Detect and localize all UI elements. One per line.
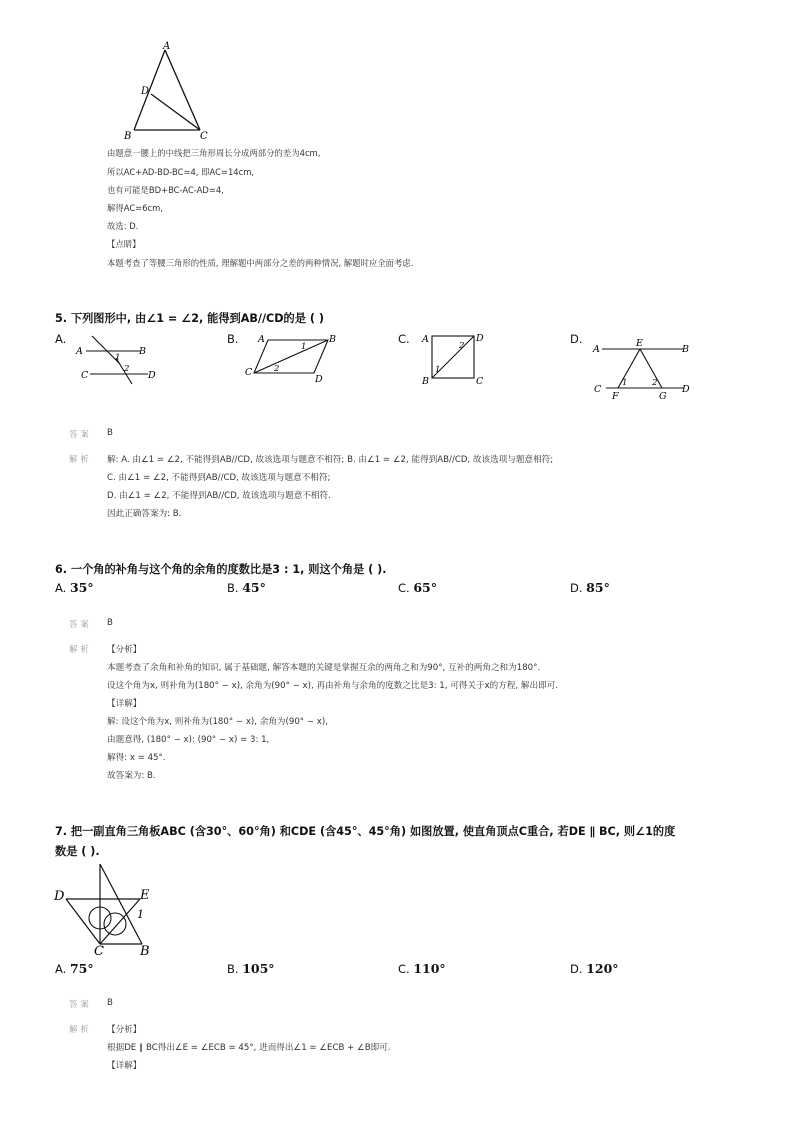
- top-line-2: 所以AC+AD-BD-BC=4, 即AC=14cm,: [107, 167, 255, 177]
- svg-text:G: G: [659, 391, 667, 402]
- q5-answer: B: [107, 428, 113, 438]
- q6-option-B[interactable]: B. 45°: [227, 580, 266, 595]
- top-line-4: 解得AC=6cm,: [107, 203, 163, 213]
- q5-option-C-letter[interactable]: C.: [398, 332, 410, 346]
- q6-analysis-8: 故答案为: B.: [107, 771, 156, 781]
- svg-text:C: C: [81, 370, 89, 381]
- q5-option-A-letter[interactable]: A.: [55, 332, 67, 346]
- q7-option-B[interactable]: B. 105°: [227, 961, 275, 976]
- q7-analysis-label: 解析: [69, 1024, 92, 1034]
- svg-text:2: 2: [459, 341, 465, 351]
- q7-analysis-3: 【详解】: [107, 1061, 142, 1071]
- q7-stem-line-1: 7. 把一副直角三角板ABC (含30°、60°角) 和CDE (含45°、45°角) 如图放置, 使直角顶点C重合, 若DE ∥ BC, 则∠1的度: [55, 825, 676, 838]
- svg-text:B: B: [140, 944, 150, 956]
- svg-text:B: B: [139, 346, 146, 357]
- q5-option-D-letter[interactable]: D.: [570, 332, 583, 346]
- q7-analysis-2: 根据DE ∥ BC得出∠E = ∠ECB = 45°, 进而得出∠1 = ∠ECB + ∠B即可.: [107, 1043, 391, 1053]
- svg-text:1: 1: [115, 353, 121, 363]
- label-B: B: [124, 131, 132, 142]
- label-C: C: [200, 131, 208, 142]
- svg-text:C: C: [476, 376, 484, 387]
- q7-figure: [52, 862, 160, 956]
- q6-answer-label: 答案: [69, 619, 92, 629]
- svg-text:E: E: [636, 338, 643, 349]
- q6-analysis-1: 【分析】: [107, 645, 142, 655]
- svg-text:1: 1: [622, 378, 628, 388]
- q6-analysis-3: 设这个角为x, 则补角为(180° − x), 余角为(90° − x), 再由补角与余角的度数之比是3: 1, 可得关于x的方程, 解出即可.: [107, 681, 559, 691]
- q6-stem: 6. 一个角的补角与这个角的余角的度数比是3 : 1, 则这个角是 ( ).: [55, 563, 387, 576]
- svg-text:1: 1: [137, 908, 144, 921]
- label-D: D: [141, 86, 150, 97]
- svg-text:D: D: [54, 889, 65, 904]
- svg-text:D: D: [476, 333, 484, 344]
- svg-text:B: B: [329, 334, 336, 345]
- svg-text:B: B: [422, 376, 429, 387]
- top-line-1: 由题意一腰上的中线把三角形周长分成两部分的差为4cm,: [107, 148, 321, 158]
- top-line-7: 本题考查了等腰三角形的性质, 理解题中两部分之差的两种情况, 解题时应全面考虑.: [107, 258, 414, 268]
- top-line-6: 【点睛】: [107, 239, 141, 249]
- q6-answer: B: [107, 618, 113, 628]
- svg-text:D: D: [315, 374, 323, 383]
- q7-stem-line-2: 数是 ( ).: [55, 845, 100, 858]
- svg-text:C: C: [594, 384, 602, 395]
- top-line-5: 故选: D.: [107, 221, 139, 231]
- svg-text:1: 1: [301, 342, 307, 352]
- q5-analysis-4: 因此正确答案为: B.: [107, 509, 182, 519]
- q6-analysis-label: 解析: [69, 644, 92, 654]
- svg-text:E: E: [140, 888, 150, 903]
- q5-stem: 5. 下列图形中, 由∠1 = ∠2, 能得到AB//CD的是 ( ): [55, 312, 324, 325]
- q7-analysis-1: 【分析】: [107, 1025, 142, 1035]
- q7-option-C[interactable]: C. 110°: [398, 961, 446, 976]
- q5-figure-C: [418, 330, 490, 390]
- q6-analysis-5: 解: 设这个角为x, 则补角为(180° − x), 余角为(90° − x),: [107, 717, 328, 727]
- svg-text:D: D: [682, 384, 690, 395]
- svg-text:C: C: [94, 944, 104, 956]
- q5-analysis-2: C. 由∠1 = ∠2, 不能得到AB//CD, 故该选项与题意不相符;: [107, 473, 331, 483]
- q7-option-D[interactable]: D. 120°: [570, 961, 619, 976]
- svg-text:A: A: [258, 334, 265, 345]
- q7-option-A[interactable]: A. 75°: [55, 961, 94, 976]
- svg-text:B: B: [682, 344, 689, 355]
- svg-text:A: A: [76, 346, 83, 357]
- svg-text:2: 2: [124, 364, 130, 374]
- top-line-3: 也有可能是BD+BC-AC-AD=4,: [107, 185, 224, 195]
- label-A: A: [163, 41, 171, 52]
- q5-analysis-3: D. 由∠1 = ∠2, 不能得到AB//CD, 故该选项与题意不相符.: [107, 491, 331, 501]
- q5-figure-A: [72, 334, 162, 386]
- q7-answer: B: [107, 998, 113, 1008]
- q5-figure-D: [588, 334, 698, 402]
- q6-analysis-4: 【详解】: [107, 699, 142, 709]
- svg-text:A: A: [422, 334, 429, 345]
- q5-analysis-label: 解析: [69, 454, 92, 464]
- triangle-figure-top: [118, 38, 218, 144]
- svg-text:2: 2: [274, 364, 280, 374]
- q6-analysis-6: 由题意得, (180° − x): (90° − x) = 3: 1,: [107, 735, 270, 745]
- q5-analysis-1: 解: A. 由∠1 = ∠2, 不能得到AB//CD, 故该选项与题意不相符; B. 由∠1 = ∠2, 能得到AB//CD, 故该选项与题意相符;: [107, 455, 554, 465]
- q5-option-B-letter[interactable]: B.: [227, 332, 239, 346]
- svg-text:D: D: [148, 370, 156, 381]
- q6-analysis-2: 本题考查了余角和补角的知识, 属于基础题, 解答本题的关键是掌握互余的两角之和为90°, 互补的两角之和为180°.: [107, 663, 541, 673]
- q6-analysis-7: 解得: x = 45°.: [107, 753, 166, 763]
- q5-answer-label: 答案: [69, 429, 92, 439]
- svg-text:1: 1: [435, 365, 441, 375]
- svg-text:A: A: [593, 344, 600, 355]
- q6-option-D[interactable]: D. 85°: [570, 580, 610, 595]
- svg-text:2: 2: [652, 378, 658, 388]
- q6-option-C[interactable]: C. 65°: [398, 580, 437, 595]
- q6-option-A[interactable]: A. 35°: [55, 580, 94, 595]
- q5-figure-B: [242, 331, 342, 383]
- svg-text:F: F: [612, 391, 619, 402]
- svg-text:C: C: [245, 367, 253, 378]
- q7-answer-label: 答案: [69, 999, 92, 1009]
